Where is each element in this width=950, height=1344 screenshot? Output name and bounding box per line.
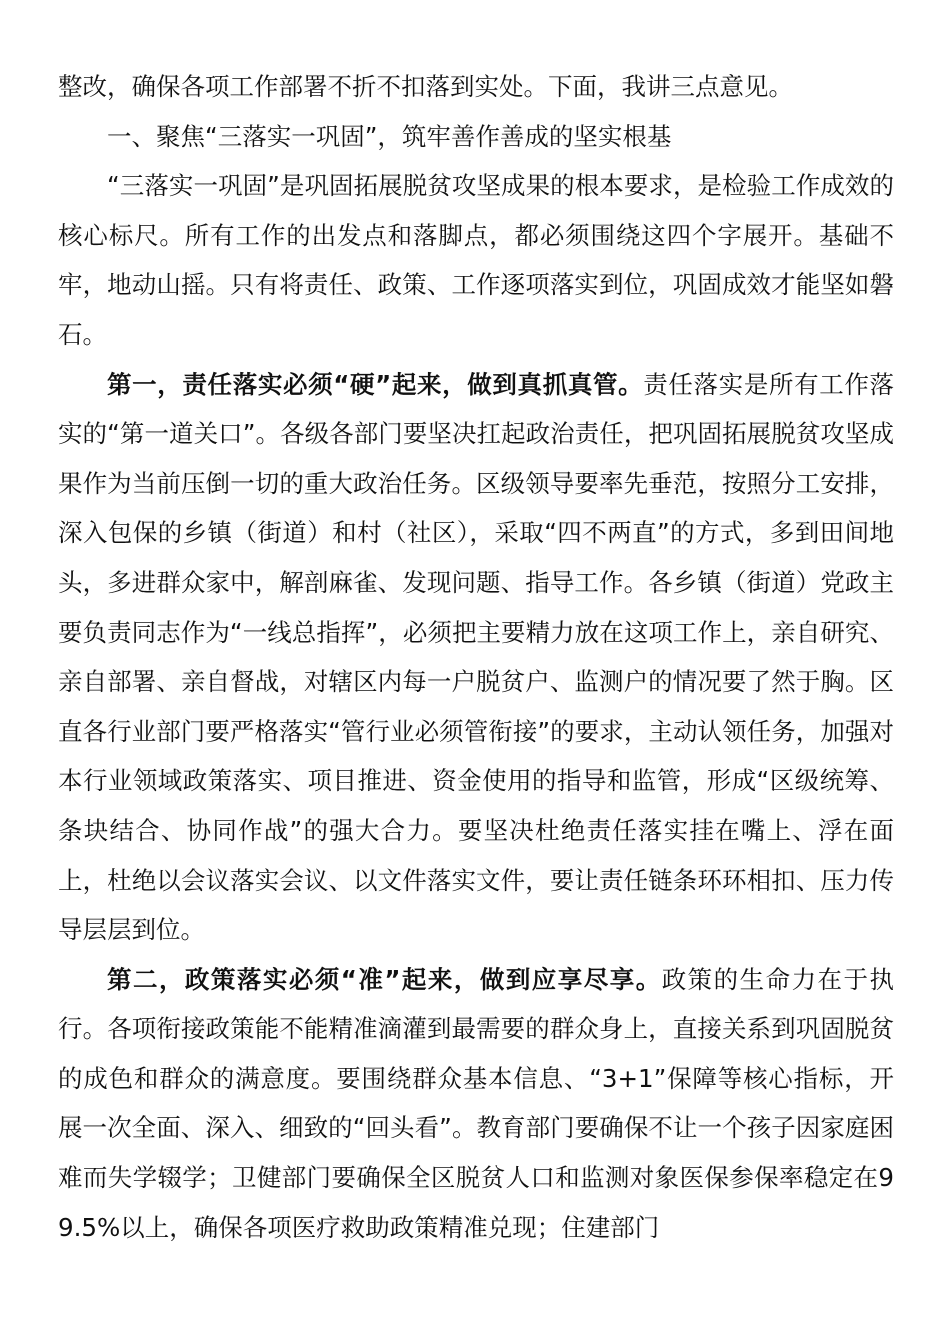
section-heading [58,112,894,162]
paragraph-text: 政策的生命力在于执行。各项衔接政策能不能精准滴灌到最需要的群众身上，直接关系到巩固脱贫的成色和群众的满意度。要围绕群众基本信息、“3+1”保障等核心指标，开展一次全面、深入、细致的“回头看”。教育部门要确保不让一个孩子因家庭困难而失学辍学；卫健部门要确保全区脱贫人口和监测对象医保参保率稳定在99.5%以上，确保各项医疗救助政策精准兑现；住建部门 [58,964,894,1242]
paragraph-point-two [58,955,894,1253]
paragraph-text: 整改，确保各项工作部署不折不扣落到实处。下面，我讲三点意见。 [58,72,793,101]
section-heading-text: 一、聚焦“三落实一巩固”，筑牢善作善成的坚实根基 [107,121,672,151]
paragraph-point-one [58,360,894,955]
point-one-heading: 第一，责任落实必须“硬”起来，做到真抓真管。 [107,369,644,399]
document-page [58,62,894,1252]
paragraph-text: 责任落实是所有工作落实的“第一道关口”。各级各部门要坚决扛起政治责任，把巩固拓展脱贫攻坚成果作为当前压倒一切的重大政治任务。区级领导要率先垂范，按照分工安排，深入包保的乡镇（街道）和村（社区），采取“四不两直”的方式，多到田间地头，多进群众家中，解剖麻雀、发现问题、指导工作。各乡镇（街道）党政主要负责同志作为“一线总指挥”，必须把主要精力放在这项工作上，亲自研究、亲自部署、亲自督战，对辖区内每一户脱贫户、监测户的情况要了然于胸。区直各行业部门要严格落实“管行业必须管衔接”的要求，主动认领任务，加强对本行业领域政策落实、项目推进、资金使用的指导和监管，形成“区级统筹、条块结合、协同作战”的强大合力。要坚决杜绝责任落实挂在嘴上、浮在面上，杜绝以会议落实会议、以文件落实文件，要让责任链条环环相扣、压力传导层层到位。 [58,369,895,945]
paragraph-continuation [58,62,894,112]
paragraph-intro [58,161,894,359]
point-two-heading: 第二，政策落实必须“准”起来，做到应享尽享。 [107,964,662,994]
paragraph-text: “三落实一巩固”是巩固拓展脱贫攻坚成果的根本要求，是检验工作成效的核心标尺。所有工作的出发点和落脚点，都必须围绕这四个字展开。基础不牢，地动山摇。只有将责任、政策、工作逐项落实到位，巩固成效才能坚如磐石。 [58,171,894,349]
